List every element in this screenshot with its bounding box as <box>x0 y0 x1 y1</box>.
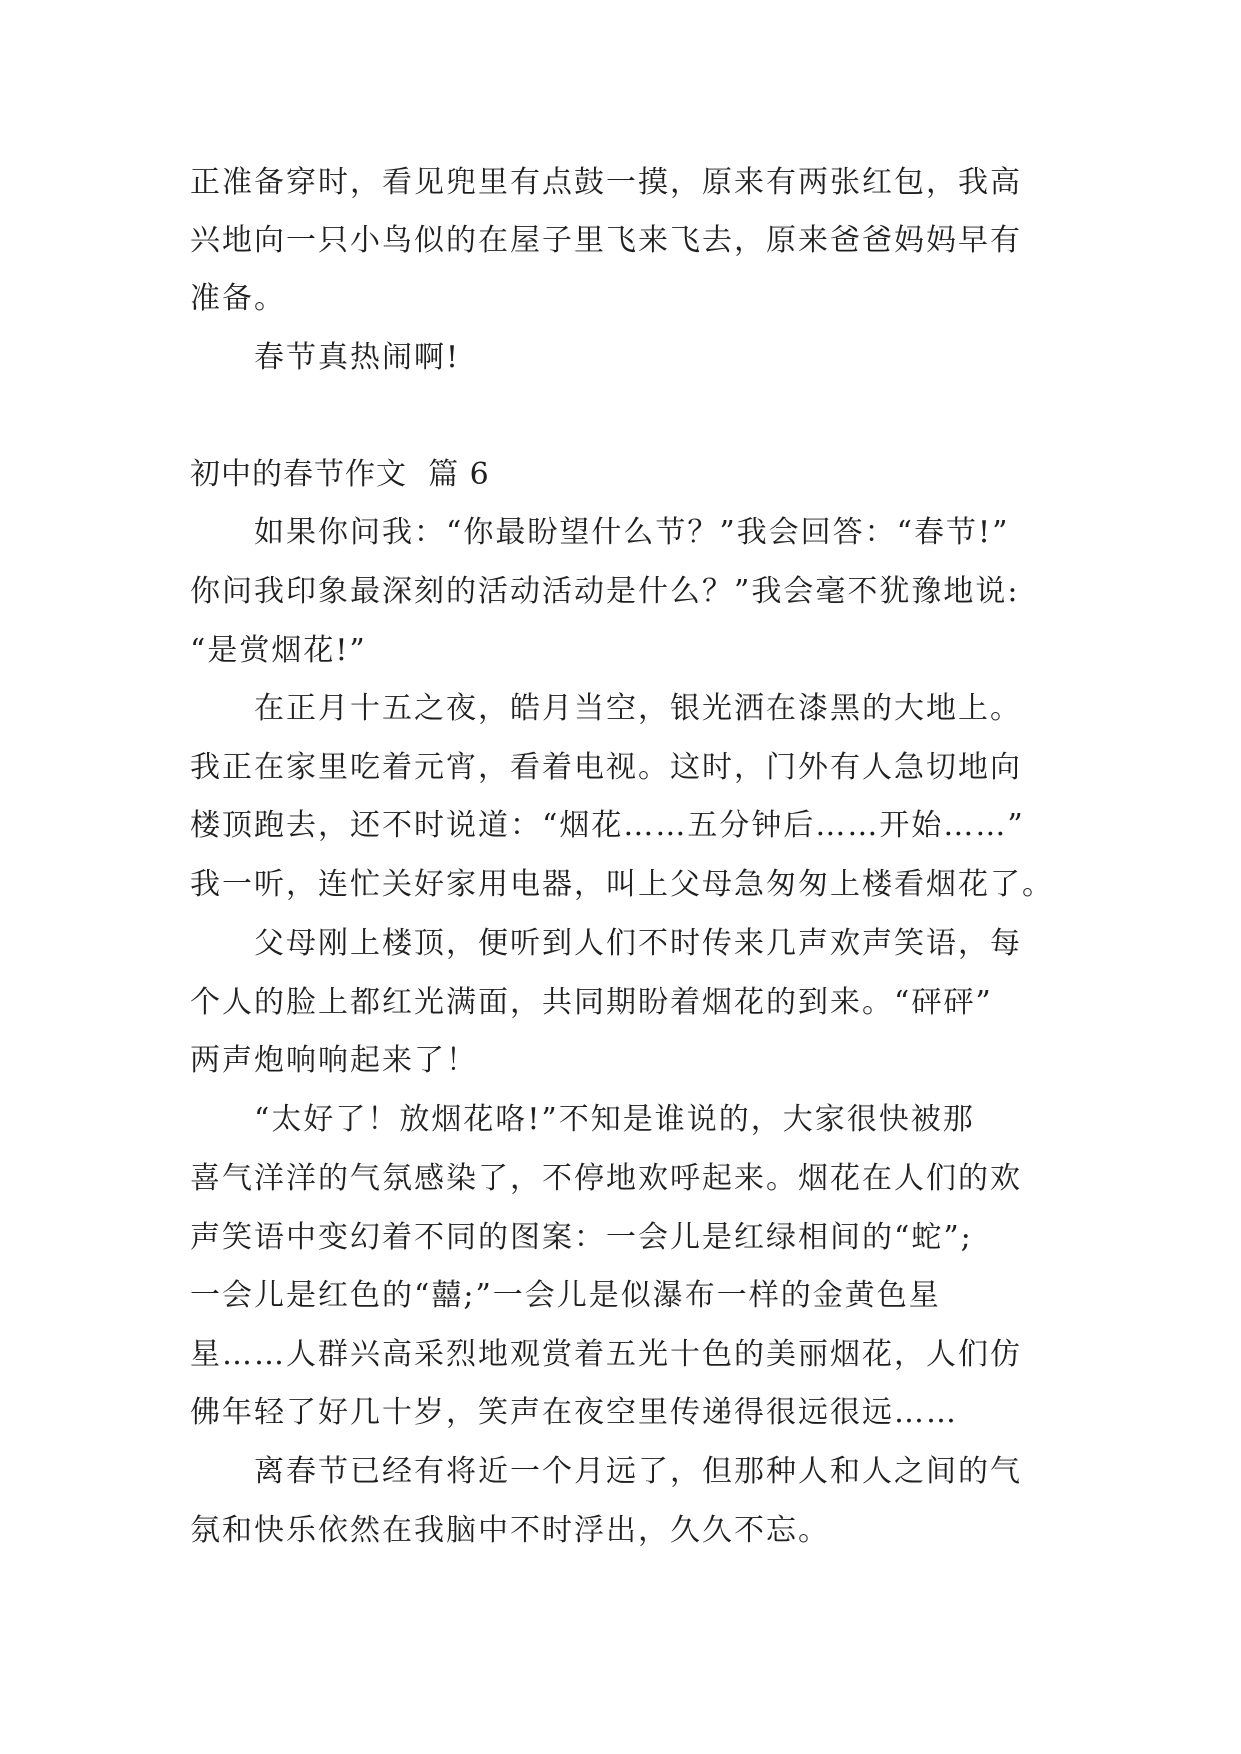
closing-line: 春节真热闹啊! <box>254 340 461 375</box>
paragraph-line: “是赏烟花!” <box>190 633 367 668</box>
paragraph-line: 声笑语中变幻着不同的图案：一会儿是红绿相间的“蛇”; <box>190 1220 973 1255</box>
paragraph-line: 准备。 <box>190 281 286 316</box>
section-heading: 初中的春节作文 篇 6 <box>190 457 490 492</box>
paragraph-line: 氛和快乐依然在我脑中不时浮出，久久不忘。 <box>190 1513 830 1548</box>
paragraph-line: 楼顶跑去，还不时说道：“烟花……五分钟后……开始……” <box>190 808 1025 843</box>
paragraph-line: 个人的脸上都红光满面，共同期盼着烟花的到来。“砰砰” <box>190 985 993 1020</box>
paragraph-line: 星……人群兴高采烈地观赏着五光十色的美丽烟花，人们仿 <box>190 1337 1022 1372</box>
paragraph-line: 正准备穿时，看见兜里有点鼓一摸，原来有两张红包，我高 <box>190 165 1022 200</box>
paragraph-line: “太好了！放烟花咯!”不知是谁说的，大家很快被那 <box>254 1102 975 1137</box>
paragraph-line: 兴地向一只小鸟似的在屋子里飞来飞去，原来爸爸妈妈早有 <box>190 223 1022 258</box>
paragraph-line: 两声炮响响起来了！ <box>190 1043 478 1078</box>
paragraph-line: 一会儿是红色的“囍;”一会儿是似瀑布一样的金黄色星 <box>190 1278 941 1313</box>
paragraph-line: 喜气洋洋的气氛感染了，不停地欢呼起来。烟花在人们的欢 <box>190 1161 1022 1196</box>
paragraph-line: 佛年轻了好几十岁，笑声在夜空里传递得很远很远…… <box>190 1395 958 1430</box>
paragraph-line: 你问我印象最深刻的活动活动是什么？”我会毫不犹豫地说: <box>190 574 1020 609</box>
paragraph-line: 在正月十五之夜，皓月当空，银光洒在漆黑的大地上。 <box>254 691 1022 726</box>
paragraph-line: 如果你问我：“你最盼望什么节？”我会回答：“春节!” <box>254 515 1010 550</box>
paragraph-line: 离春节已经有将近一个月远了，但那种人和人之间的气 <box>254 1454 1022 1489</box>
paragraph-line: 我一听，连忙关好家用电器，叫上父母急匆匆上楼看烟花了。 <box>190 867 1054 902</box>
paragraph-line: 父母刚上楼顶，便听到人们不时传来几声欢声笑语，每 <box>254 926 1022 961</box>
paragraph-line: 我正在家里吃着元宵，看着电视。这时，门外有人急切地向 <box>190 750 1022 785</box>
